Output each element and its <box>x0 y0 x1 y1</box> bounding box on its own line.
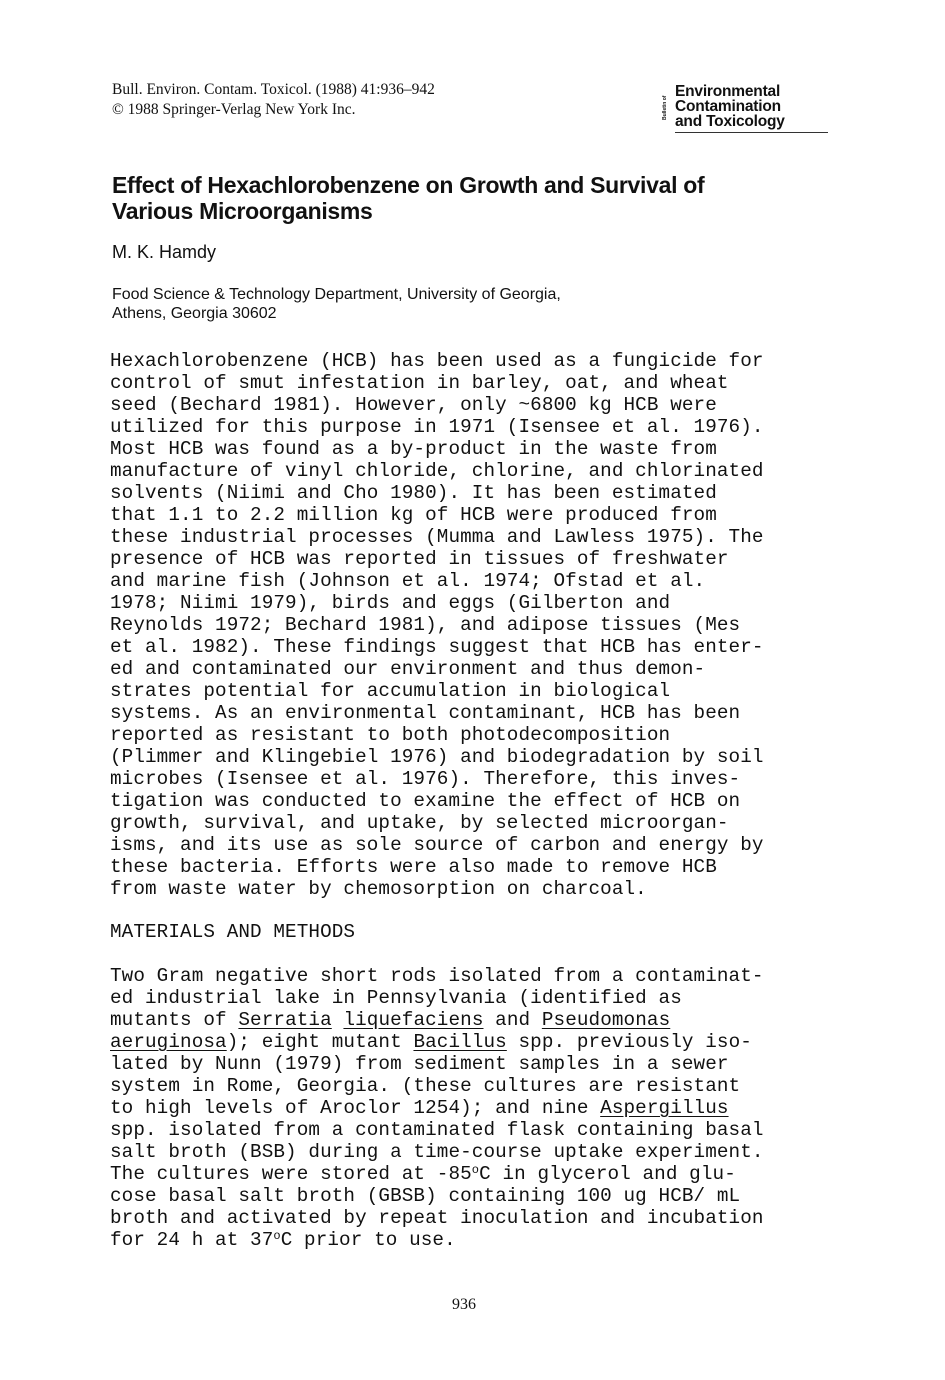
journal-logo-vertical-text: Bulletin of <box>662 95 668 121</box>
text-line: presence of HCB was reported in tissues of freshwater <box>110 548 729 570</box>
text-line: lated by Nunn (1979) from sediment samples in a sewer <box>110 1053 729 1075</box>
text-run: C in glycerol and glu- <box>479 1163 736 1185</box>
text-line: seed (Bechard 1981). However, only ~6800 kg HCB were <box>110 394 717 416</box>
genus-name: Serratia <box>238 1009 332 1031</box>
text-line: utilized for this purpose in 1971 (Isensee et al. 1976). <box>110 416 764 438</box>
journal-logo-line: Contamination <box>675 98 781 115</box>
text-run: The cultures were stored at -85 <box>110 1163 472 1185</box>
genus-name: Pseudomonas <box>541 1009 671 1031</box>
text-run: spp. previously iso- <box>506 1031 752 1053</box>
text-line: salt broth (BSB) during a time-course uptake experiment. <box>110 1141 764 1163</box>
text-line: solvents (Niimi and Cho 1980). It has been estimated <box>110 482 717 504</box>
text-run: and <box>483 1009 542 1031</box>
text-line <box>110 1097 764 1119</box>
text-line: (Plimmer and Klingebiel 1976) and biodegradation by soil <box>110 746 764 768</box>
degree-sign: o <box>273 1229 281 1243</box>
text-run <box>332 1009 344 1031</box>
text-line: et al. 1982). These findings suggest that HCB has enter- <box>110 636 764 658</box>
text-line: tigation was conducted to examine the effect of HCB on <box>110 790 741 812</box>
affiliation-line: Food Science & Technology Department, University of Georgia, <box>112 286 561 303</box>
text-run: to high levels of Aroclor 1254); and nine <box>110 1097 601 1119</box>
text-line: these bacteria. Efforts were also made to remove HCB <box>110 856 717 878</box>
text-line: Most HCB was found as a by-product in the waste from <box>110 438 717 460</box>
article-title <box>112 172 832 224</box>
text-line: system in Rome, Georgia. (these cultures are resistant <box>110 1075 741 1097</box>
author-name: M. K. Hamdy <box>112 242 217 262</box>
text-line: broth and activated by repeat inoculation and incubation <box>110 1207 764 1229</box>
text-line: Two Gram negative short rods isolated from a contaminat- <box>110 965 764 987</box>
journal-logo-line: and Toxicology <box>675 113 785 130</box>
journal-logo-words <box>675 84 785 129</box>
article-title-line: Effect of Hexachlorobenzene on Growth and Survival of <box>112 172 705 198</box>
text-line: ed industrial lake in Pennsylvania (identified as <box>110 987 682 1009</box>
copyright-line: © 1988 Springer-Verlag New York Inc. <box>112 101 356 118</box>
citation-line: Bull. Environ. Contam. Toxicol. (1988) 41:936–942 <box>112 81 435 98</box>
text-line: that 1.1 to 2.2 million kg of HCB were produced from <box>110 504 717 526</box>
affiliation <box>112 285 561 323</box>
text-line: isms, and its use as sole source of carbon and energy by <box>110 834 764 856</box>
text-line: cose basal salt broth (GBSB) containing 100 ug HCB/ mL <box>110 1185 741 1207</box>
text-line: from waste water by chemosorption on charcoal. <box>110 878 647 900</box>
text-run: C prior to use. <box>280 1229 456 1251</box>
article-title-line: Various Microorganisms <box>112 198 373 224</box>
text-line <box>110 1031 764 1053</box>
species-name: liquefaciens <box>343 1009 484 1031</box>
methods-paragraph <box>110 965 764 1251</box>
text-line: spp. isolated from a contaminated flask containing basal <box>110 1119 764 1141</box>
affiliation-line: Athens, Georgia 30602 <box>112 305 277 322</box>
text-line: manufacture of vinyl chloride, chlorine, and chlorinated <box>110 460 764 482</box>
text-line: Hexachlorobenzene (HCB) has been used as a fungicide for <box>110 350 764 372</box>
journal-logo <box>663 82 828 134</box>
text-line: ed and contaminated our environment and thus demon- <box>110 658 706 680</box>
text-line: 1978; Niimi 1979), birds and eggs (Gilberton and <box>110 592 671 614</box>
text-line: reported as resistant to both photodecomposition <box>110 724 671 746</box>
text-run: mutants of <box>110 1009 239 1031</box>
text-line: control of smut infestation in barley, oat, and wheat <box>110 372 729 394</box>
page-number: 936 <box>452 1296 476 1313</box>
text-line: systems. As an environmental contaminant, HCB has been <box>110 702 741 724</box>
text-line <box>110 1229 764 1251</box>
genus-name: Aspergillus <box>600 1097 729 1119</box>
journal-logo-line: Environmental <box>675 83 781 100</box>
text-line <box>110 1163 764 1185</box>
text-run: for 24 h at 37 <box>110 1229 274 1251</box>
text-line: growth, survival, and uptake, by selected microorgan- <box>110 812 729 834</box>
text-line: these industrial processes (Mumma and Lawless 1975). The <box>110 526 764 548</box>
section-heading: MATERIALS AND METHODS <box>110 921 356 943</box>
journal-logo-rule <box>675 132 828 133</box>
text-line: strates potential for accumulation in biological <box>110 680 671 702</box>
species-name: aeruginosa <box>110 1031 227 1053</box>
text-line: microbes (Isensee et al. 1976). Therefore, this inves- <box>110 768 741 790</box>
text-line <box>110 1009 764 1031</box>
citation-block <box>112 80 435 120</box>
genus-name: Bacillus <box>413 1031 507 1053</box>
text-line: and marine fish (Johnson et al. 1974; Ofstad et al. <box>110 570 706 592</box>
degree-sign: o <box>471 1163 480 1177</box>
text-run: ); eight mutant <box>226 1031 414 1053</box>
introduction-paragraph <box>110 350 764 900</box>
text-line: Reynolds 1972; Bechard 1981), and adipose tissues (Mes <box>110 614 741 636</box>
